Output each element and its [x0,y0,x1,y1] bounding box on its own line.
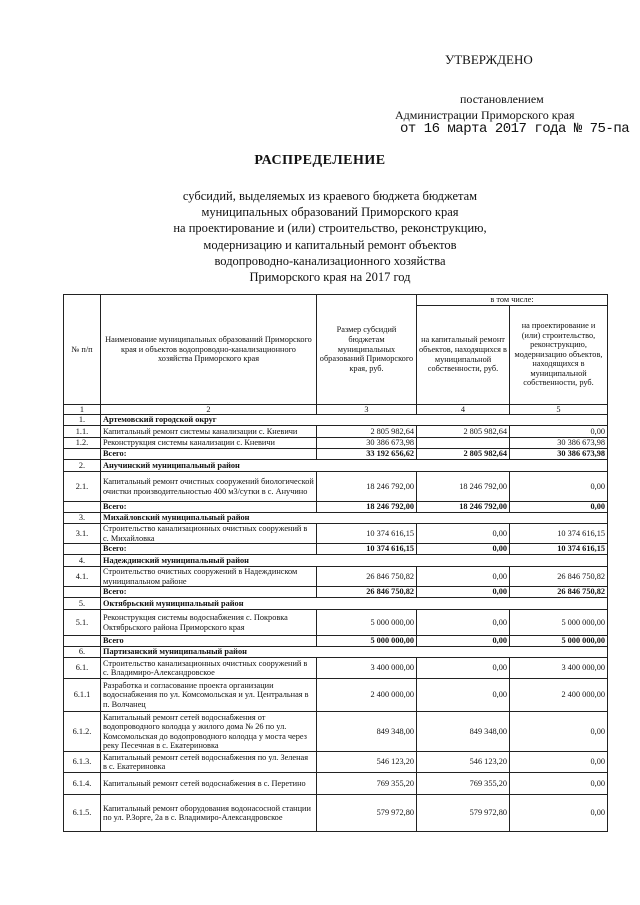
repair-amount: 0,00 [417,636,510,647]
row-number: 4.1. [64,567,101,587]
repair-amount: 546 123,20 [417,752,510,773]
design-amount: 26 846 750,82 [510,567,608,587]
object-name: Реконструкция системы канализации с. Кневичи [101,438,317,449]
design-amount: 30 386 673,98 [510,449,608,460]
row-number: 5. [64,598,101,610]
subsidy-total: 2 805 982,64 [317,426,417,438]
table-row [64,426,608,438]
design-amount: 0,00 [510,426,608,438]
distribution-table [63,294,608,832]
object-name: Капитальный ремонт очистных сооружений биологической очистки производительностью 400 м3/сутки в с. Анучино [101,472,317,502]
section-name: Анучинский муниципальный район [101,460,608,472]
total-row [64,587,608,598]
total-row [64,449,608,460]
object-name: Капитальный ремонт сетей водоснабжения в с. Перетино [101,773,317,795]
row-number: 4. [64,555,101,567]
subsidy-total: 30 386 673,98 [317,438,417,449]
row-number: 6. [64,647,101,658]
section-row [64,460,608,472]
total-row [64,502,608,513]
design-amount: 0,00 [510,795,608,832]
object-name: Строительство канализационных очистных сооружений в с. Михайловка [101,524,317,544]
subsidy-total: 5 000 000,00 [317,636,417,647]
row-number [64,502,101,513]
row-number: 3. [64,513,101,524]
repair-amount: 0,00 [417,679,510,712]
row-number [64,587,101,598]
design-amount: 10 374 616,15 [510,524,608,544]
column-number: 3 [317,404,417,415]
row-number [64,449,101,460]
row-number: 2. [64,460,101,472]
total-label: Всего: [101,449,317,460]
document-title: РАСПРЕДЕЛЕНИЕ [254,153,386,168]
subsidy-total: 26 846 750,82 [317,587,417,598]
row-number: 6.1.3. [64,752,101,773]
repair-amount: 0,00 [417,610,510,636]
section-row [64,647,608,658]
column-number: 5 [510,404,608,415]
decree-date: от 16 марта 2017 года № 75-па [400,121,630,137]
total-row [64,544,608,555]
row-number: 1. [64,415,101,426]
row-number: 1.1. [64,426,101,438]
administration-label: Администрации Приморского края [395,108,575,122]
design-amount: 0,00 [510,502,608,513]
row-number: 6.1.1 [64,679,101,712]
section-row [64,555,608,567]
object-name: Строительство канализационных очистных сооружений в с. Владимиро-Александровское [101,658,317,679]
section-name: Михайловский муниципальный район [101,513,608,524]
section-row [64,415,608,426]
total-label: Всего [101,636,317,647]
header-design: на проектирование и (или) строительство, реконструкцию, модернизацию объектов, находящихся в муниципальной собственности, руб. [510,305,608,404]
table-row [64,712,608,752]
row-number [64,544,101,555]
repair-amount: 18 246 792,00 [417,502,510,513]
object-name: Капитальный ремонт оборудования водонасосной станции по ул. Р.Зорге, 2а в с. Владимиро-Александровское [101,795,317,832]
table-row [64,610,608,636]
object-name: Капитальный ремонт системы канализации с. Кневичи [101,426,317,438]
repair-amount: 579 972,80 [417,795,510,832]
repair-amount: 0,00 [417,658,510,679]
column-numbers-row [64,404,608,415]
section-name: Октябрьский муниципальный район [101,598,608,610]
subtitle-line: модернизацию и капитальный ремонт объектов [203,237,457,252]
row-number: 6.1.2. [64,712,101,752]
design-amount: 5 000 000,00 [510,636,608,647]
repair-amount: 2 805 982,64 [417,449,510,460]
repair-amount: 769 355,20 [417,773,510,795]
approved-stamp: УТВЕРЖДЕНО [445,52,533,67]
header-including: в том числе: [417,295,608,306]
section-name: Партизанский муниципальный район [101,647,608,658]
table-row [64,658,608,679]
row-number: 6.1.4. [64,773,101,795]
repair-amount: 0,00 [417,567,510,587]
design-amount: 3 400 000,00 [510,658,608,679]
table-row [64,679,608,712]
table-row [64,773,608,795]
repair-amount [417,438,510,449]
table-row [64,472,608,502]
row-number: 6.1. [64,658,101,679]
row-number: 6.1.5. [64,795,101,832]
subsidy-total: 18 246 792,00 [317,502,417,513]
design-amount: 0,00 [510,752,608,773]
object-name: Капитальный ремонт сетей водоснабжения по ул. Зеленая в с. Екатериновка [101,752,317,773]
design-amount: 0,00 [510,712,608,752]
row-number: 1.2. [64,438,101,449]
section-row [64,598,608,610]
repair-amount: 849 348,00 [417,712,510,752]
column-number: 2 [101,404,317,415]
row-number: 5.1. [64,610,101,636]
table-row [64,567,608,587]
design-amount: 10 374 616,15 [510,544,608,555]
table-row [64,795,608,832]
subtitle-line: Приморского края на 2017 год [249,270,411,285]
header-total: Размер субсидий бюджетам муниципальных образований Приморского края, руб. [317,295,417,405]
subtitle-line: муниципальных образований Приморского края [201,205,459,220]
design-amount: 30 386 673,98 [510,438,608,449]
header-num: № п/п [64,295,101,405]
subsidy-total: 33 192 656,62 [317,449,417,460]
design-amount: 2 400 000,00 [510,679,608,712]
subtitle-line: на проектирование и (или) строительство, реконструкцию, [173,221,487,236]
subsidy-total: 10 374 616,15 [317,544,417,555]
section-name: Надеждинский муниципальный район [101,555,608,567]
subsidy-total: 769 355,20 [317,773,417,795]
object-name: Разработка и согласование проекта организации водоснабжения по ул. Комсомольская и ул. Центральная в п. Волчанец [101,679,317,712]
repair-amount: 0,00 [417,544,510,555]
table-row [64,438,608,449]
subtitle-line: водопроводно-канализационного хозяйства [214,253,446,268]
object-name: Реконструкция системы водоснабжения с. Покровка Октябрьского района Приморского края [101,610,317,636]
column-number: 4 [417,404,510,415]
document-subtitle [120,188,540,285]
section-row [64,513,608,524]
design-amount: 5 000 000,00 [510,610,608,636]
repair-amount: 18 246 792,00 [417,472,510,502]
table-row [64,752,608,773]
total-label: Всего: [101,502,317,513]
row-number: 2.1. [64,472,101,502]
subsidy-total: 10 374 616,15 [317,524,417,544]
repair-amount: 2 805 982,64 [417,426,510,438]
object-name: Строительство очистных сооружений в Надеждинском муниципальном районе [101,567,317,587]
row-number: 3.1. [64,524,101,544]
subsidy-total: 3 400 000,00 [317,658,417,679]
subsidy-total: 2 400 000,00 [317,679,417,712]
design-amount: 0,00 [510,472,608,502]
section-name: Артемовский городской округ [101,415,608,426]
header-repair: на капитальный ремонт объектов, находящихся в муниципальной собственности, руб. [417,305,510,404]
total-label: Всего: [101,587,317,598]
subsidy-total: 26 846 750,82 [317,567,417,587]
subsidy-total: 546 123,20 [317,752,417,773]
subtitle-line: субсидий, выделяемых из краевого бюджета бюджетам [182,189,478,203]
subsidy-total: 18 246 792,00 [317,472,417,502]
design-amount: 26 846 750,82 [510,587,608,598]
repair-amount: 0,00 [417,524,510,544]
header-name: Наименование муниципальных образований Приморского края и объектов водопроводно-канализационного хозяйства Приморского края [101,295,317,405]
row-number [64,636,101,647]
decree-label: постановлением [460,92,544,106]
object-name: Капитальный ремонт сетей водоснабжения от водопроводного колодца у жилого дома № 26 по ул. Комсомольская до водопроводного колодца у моста через реку Песечная в с. Екатериновка [101,712,317,752]
subsidy-total: 849 348,00 [317,712,417,752]
total-row [64,636,608,647]
repair-amount: 0,00 [417,587,510,598]
table-row [64,524,608,544]
subsidy-total: 5 000 000,00 [317,610,417,636]
subsidy-total: 579 972,80 [317,795,417,832]
design-amount: 0,00 [510,773,608,795]
total-label: Всего: [101,544,317,555]
column-number: 1 [64,404,101,415]
